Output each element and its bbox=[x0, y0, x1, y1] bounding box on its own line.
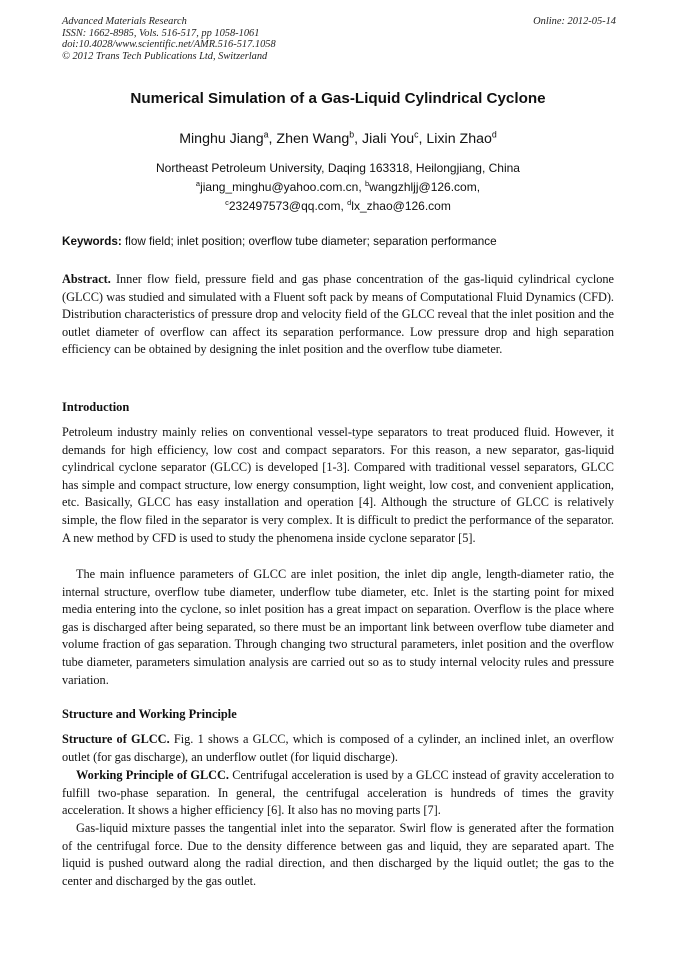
author-superscript: d bbox=[491, 129, 497, 140]
abstract-text: Inner flow field, pressure field and gas phase concentration of the gas-liquid cylindrical cyclone (GLCC) was studied and simulated with a Fluent soft pack by means of Computational Fluid Dynamics (CFD). Distribution characteristics of pressure drop and velocity field of the GLCC reveal that the inlet position and the outlet diameter of overflow can affect its separation performance. Low pressure drop and high separation efficiency can be obtained by designing the inlet position and the overflow tube diameter. bbox=[62, 272, 614, 357]
email-superscript: c bbox=[225, 198, 229, 207]
abstract-label: Abstract. bbox=[62, 272, 111, 286]
author-list: Minghu Jiang$^a$, Zhen Wang$^b$, Jiali You$^c$, Lixin Zhao$^d$ bbox=[179, 129, 497, 147]
introduction-heading: Introduction bbox=[62, 400, 130, 414]
online-date: Online: 2012-05-14 bbox=[533, 16, 616, 27]
author-superscript: b bbox=[349, 129, 355, 140]
email-d[interactable]: lx_zhao@126.com bbox=[351, 199, 451, 213]
working-principle-paragraph bbox=[62, 767, 614, 820]
structure-text: Fig. 1 shows a GLCC, which is composed of a cylinder, an inclined inlet, an overflow outlet (for gas discharge), an underflow outlet (for liquid discharge). bbox=[62, 732, 614, 764]
email-a[interactable]: jiang_minghu@yahoo.com.cn, bbox=[200, 180, 362, 194]
abstract bbox=[62, 271, 614, 359]
keywords bbox=[62, 234, 614, 250]
author-name: Zhen Wang bbox=[276, 131, 350, 147]
introduction-paragraph-1: Petroleum industry mainly relies on conventional vessel-type separators to treat produced fluid. However, it demands for high efficiency, low cost and compact separators. For this reason, a new separator, gas-liquid cylindrical cyclone separator (GLCC) is developed [1-3]. Compared with traditional vessel separators, GLCC has simple and compact structure, low energy consumption, light weight, low cost, and convenient application, etc. Basically, GLCC has easy installation and operation [4]. Although the structure of GLCC is relatively simple, the flow filed in the separator is very complex. It is difficult to predict the performance of the separator. A new method by CFD is used to study the phenomena inside cyclone separator [5]. bbox=[62, 425, 614, 545]
author-superscript: a bbox=[263, 129, 269, 140]
issn-line: ISSN: 1662-8985, Vols. 516-517, pp 1058-1061 bbox=[62, 27, 260, 39]
email-superscript: a bbox=[195, 179, 201, 188]
email-superscript: b bbox=[365, 179, 370, 188]
author-name: Lixin Zhao bbox=[426, 131, 492, 147]
doi-line: doi:10.4028/www.scientific.net/AMR.516-517.1058 bbox=[62, 39, 276, 50]
introduction-paragraph-2: The main influence parameters of GLCC are inlet position, the inlet dip angle, length-diameter ratio, the internal structure, overflow tube diameter, underflow tube diameter, etc. Inlet is the starting point for mixed media entering into the cyclone, so inlet position has a great impact on separation. Overflow is the place where gas is discharged after being separated, so there must be an important link between overflow tube diameter and volume fraction of gas separation. Through changing two structural parameters, inlet position and the overflow tube diameter, parameters simulation analysis are carried out so as to study internal velocity rules and pressure variation. bbox=[62, 567, 614, 687]
email-superscript: d bbox=[347, 198, 352, 207]
journal-name: Advanced Materials Research bbox=[62, 16, 187, 27]
affiliation-block bbox=[62, 159, 614, 216]
keywords-text: flow field; inlet position; overflow tube diameter; separation performance bbox=[125, 235, 497, 248]
working-principle-text: Centrifugal acceleration is used by a GLCC instead of gravity acceleration to fulfill two-phase separation. In general, the centrifugal acceleration is hundreds of times the gravity acceleration. It shows a higher efficiency [6]. It also has no moving parts [7]. bbox=[62, 768, 614, 818]
email-c[interactable]: 232497573@qq.com, bbox=[228, 199, 344, 213]
journal-header bbox=[62, 16, 482, 62]
email-b[interactable]: wangzhljj@126.com, bbox=[369, 180, 481, 194]
working-principle-label: Working Principle of GLCC. bbox=[76, 768, 229, 782]
mixture-paragraph: Gas-liquid mixture passes the tangential inlet into the separator. Swirl flow is generated after the formation of the centrifugal force. Due to the density difference between gas and liquid, they are separated apart. The liquid is pushed outward along the radial direction, and then discharged by the liquid outlet; the gas to the center and discharged by the gas outlet. bbox=[62, 821, 614, 888]
structure-heading: Structure and Working Principle bbox=[62, 707, 237, 721]
email-line-1 bbox=[62, 178, 614, 197]
paper-title: Numerical Simulation of a Gas-Liquid Cylindrical Cyclone bbox=[130, 90, 546, 107]
author-name: Minghu Jiang bbox=[179, 131, 264, 147]
affiliation: Northeast Petroleum University, Daqing 163318, Heilongjiang, China bbox=[156, 161, 520, 175]
author-name: Jiali You bbox=[362, 131, 415, 147]
copyright-line: © 2012 Trans Tech Publications Ltd, Switzerland bbox=[62, 50, 268, 62]
structure-paragraph bbox=[62, 731, 614, 766]
structure-label: Structure of GLCC. bbox=[62, 732, 170, 746]
author-superscript: c bbox=[414, 129, 419, 140]
keywords-label: Keywords: bbox=[62, 235, 122, 248]
email-line-2 bbox=[62, 197, 614, 216]
